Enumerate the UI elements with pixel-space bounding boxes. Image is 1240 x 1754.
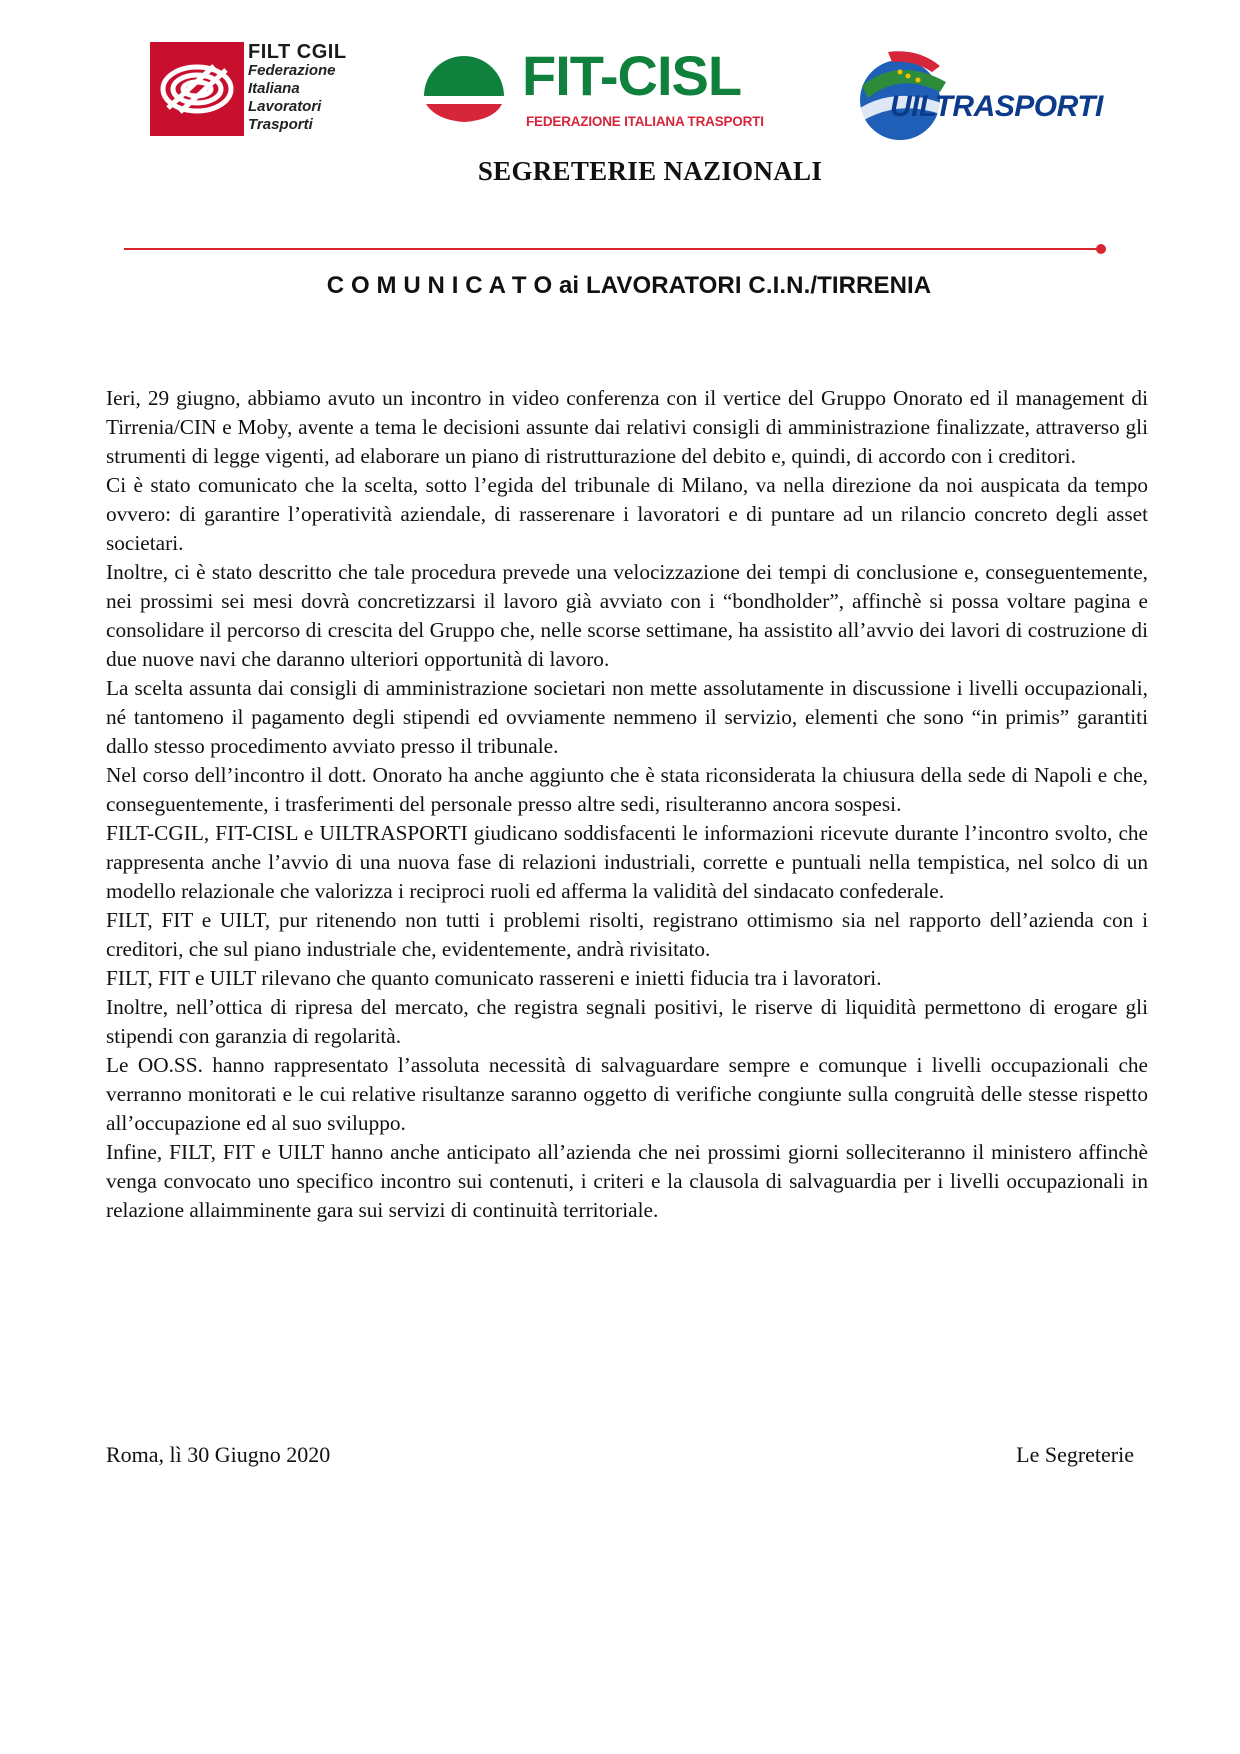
- paragraph: Ieri, 29 giugno, abbiamo avuto un incontro in video conferenza con il vertice del Gruppo Onorato ed il management di Tirrenia/CIN e Moby, avente a tema le decisioni assunte dai relativi consigli di amministrazione finalizzate, attraverso gli strumenti di legge vigenti, ad elaborare un piano di ristrutturazione del debito e, quindi, di accordo con i creditori.: [106, 386, 1148, 468]
- place-date: Roma, lì 30 Giugno 2020: [106, 1442, 331, 1467]
- filt-cgil-emblem-icon: [150, 42, 244, 136]
- signature: Le Segreterie: [1016, 1442, 1134, 1467]
- paragraph: FILT, FIT e UILT, pur ritenendo non tutti i problemi risolti, registrano ottimismo sia nel rapporto dell’azienda con i creditori, che sul piano industriale che, evidentemente, andrà rivisitato.: [106, 908, 1148, 961]
- uiltrasporti-logo: [848, 46, 1128, 146]
- paragraph: Inoltre, nell’ottica di ripresa del mercato, che registra segnali positivi, le riserve di liquidità permettono di erogare gli stipendi con garanzia di regolarità.: [106, 995, 1148, 1048]
- paragraph: FILT, FIT e UILT rilevano che quanto comunicato rassereni e inietti fiducia tra i lavoratori.: [106, 966, 882, 990]
- paragraph: Inoltre, ci è stato descritto che tale procedura prevede una velocizzazione dei tempi di conclusione e, conseguentemente, nei prossimi sei mesi dovrà concretizzarsi il lavoro già avviato con i “bondholder”, affinchè si possa voltare pagina e consolidare il percorso di crescita del Gruppo che, nelle scorse settimane, ha assistito all’avvio dei lavori di costruzione di due nuove navi che daranno ulteriori opportunità di lavoro.: [106, 560, 1148, 671]
- filt-cgil-line-2: Italiana: [248, 80, 300, 97]
- document-subject: C O M U N I C A T O ai LAVORATORI C.I.N./TIRRENIA: [326, 272, 932, 299]
- filt-cgil-line-1: Federazione: [248, 62, 336, 79]
- filt-cgil-logo: [150, 42, 350, 136]
- document-body: [106, 384, 1148, 1225]
- uiltrasporti-title: UILTRASPORTI: [890, 90, 1103, 123]
- paragraph: Ci è stato comunicato che la scelta, sotto l’egida del tribunale di Milano, va nella direzione da noi auspicata da tempo ovvero: di garantire l’operatività aziendale, di rasserenare i lavoratori e di puntare ad un rilancio concreto degli asset societari.: [106, 473, 1148, 555]
- fit-cisl-subtitle: FEDERAZIONE ITALIANA TRASPORTI: [526, 114, 764, 129]
- paragraph: FILT-CGIL, FIT-CISL e UILTRASPORTI giudicano soddisfacenti le informazioni ricevute durante l’incontro svolto, che rappresenta anche l’avvio di una nuova fase di relazioni industriali, corrette e puntuali nella tempistica, nel solco di un modello relazionale che valorizza i reciproci ruoli ed afferma la validità del sindacato confederale.: [106, 821, 1148, 903]
- filt-cgil-line-3: Lavoratori: [248, 98, 322, 115]
- filt-cgil-wordmark: [248, 42, 352, 134]
- filt-cgil-title: FILT CGIL: [248, 41, 347, 63]
- divider-line: [124, 248, 1100, 250]
- filt-cgil-line-4: Trasporti: [248, 116, 313, 133]
- paragraph: Le OO.SS. hanno rappresentato l’assoluta necessità di salvaguardare sempre e comunque i livelli occupazionali che verranno monitorati e le cui relative risultanze saranno oggetto di verifiche congiunte sulla congruità delle stesse rispetto all’occupazione ed al suo sviluppo.: [106, 1053, 1148, 1135]
- fit-cisl-title: FIT-CISL: [522, 44, 742, 107]
- paragraph: La scelta assunta dai consigli di amministrazione societari non mette assolutamente in discussione i livelli occupazionali, né tantomeno il pagamento degli stipendi ed ovviamente nemmeno il servizio, elementi che sono “in primis” garantiti dallo stesso procedimento avviato presso il tribunale.: [106, 676, 1148, 758]
- paragraph: Nel corso dell’incontro il dott. Onorato ha anche aggiunto che è stata riconsiderata la chiusura della sede di Napoli e che, conseguentemente, i trasferimenti del personale presso altre sedi, risulteranno ancora sospesi.: [106, 763, 1148, 816]
- fit-cisl-emblem-icon: [420, 50, 508, 133]
- paragraph: Infine, FILT, FIT e UILT hanno anche anticipato all’azienda che nei prossimi giorni solleciteranno il ministero affinchè venga convocato uno specifico incontro sui contenuti, i criteri e la clausola di salvaguardia per i livelli occupazionali in relazione allaimminente gara sui servizi di continuità territoriale.: [106, 1140, 1148, 1222]
- divider-dot: [1096, 244, 1106, 254]
- page-title: SEGRETERIE NAZIONALI: [477, 156, 823, 186]
- fit-cisl-logo: [420, 44, 764, 140]
